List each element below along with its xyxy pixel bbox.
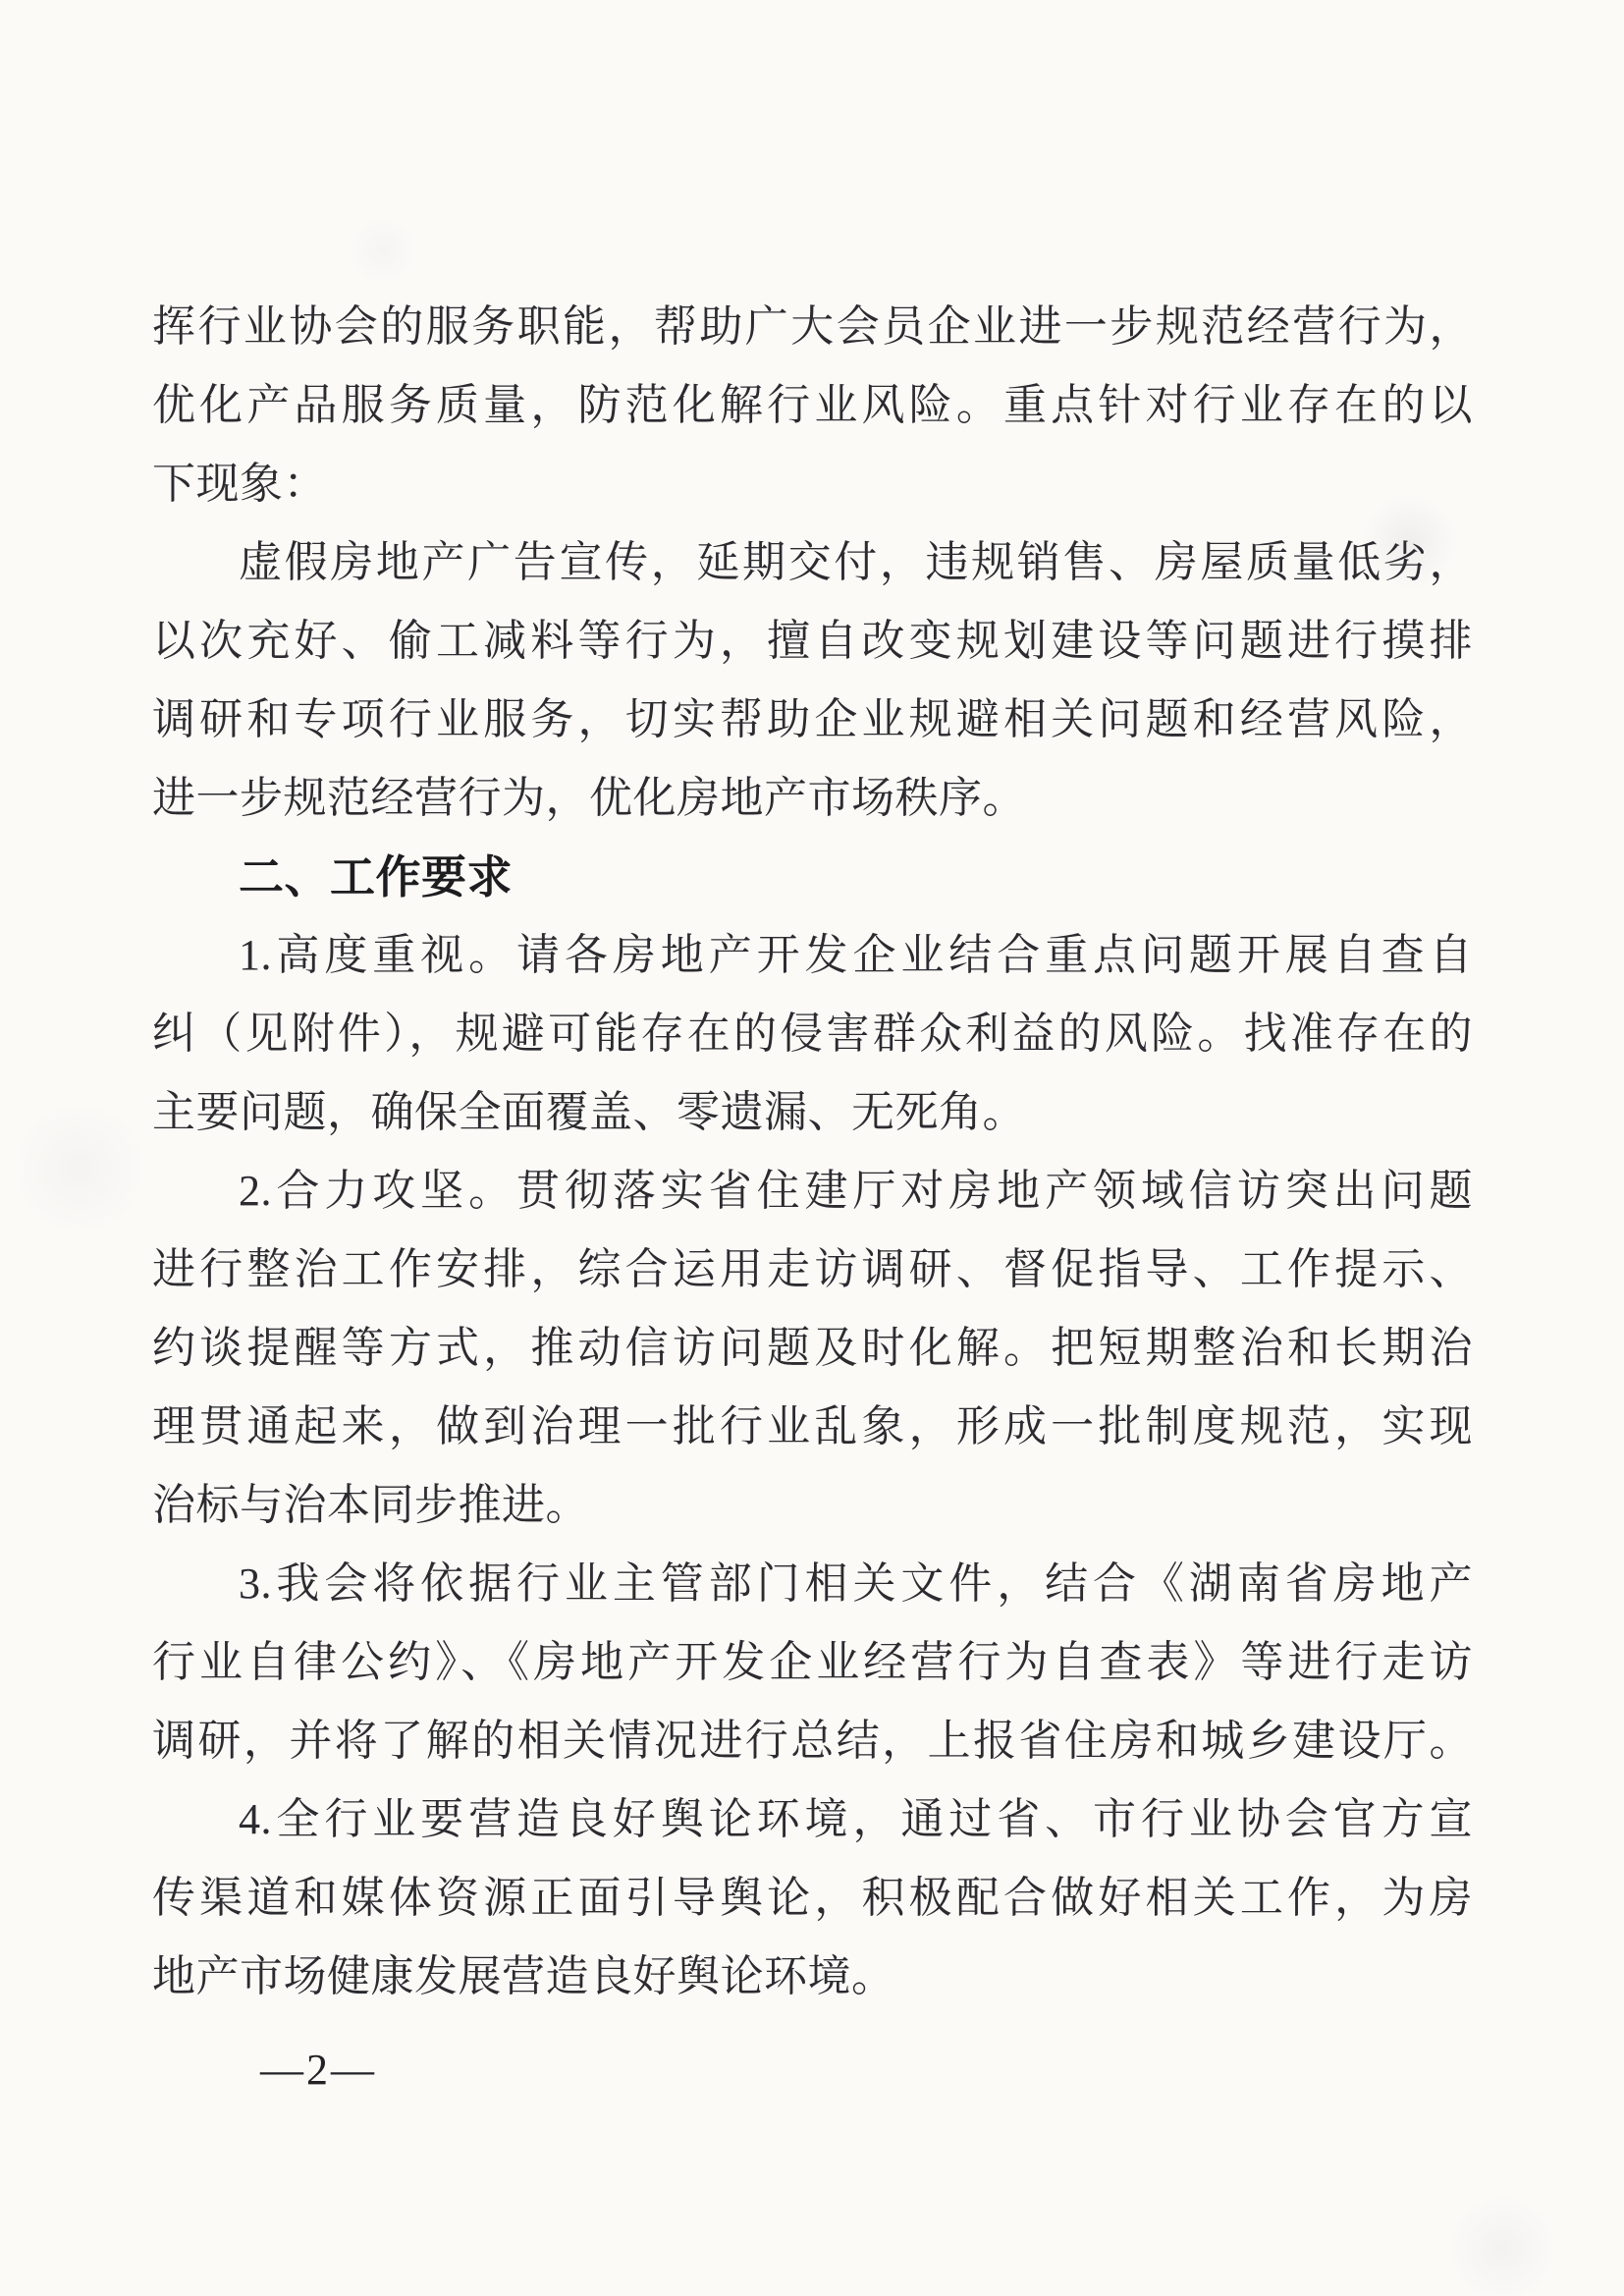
body-line: 进一步规范经营行为，优化房地产市场秩序。 — [152, 774, 1026, 822]
body-line: 1.高度重视。请各房地产开发企业结合重点问题开展自查自 — [239, 931, 1473, 979]
body-line: 约谈提醒等方式，推动信访问题及时化解。把短期整治和长期治 — [152, 1324, 1473, 1372]
body-line: 治标与治本同步推进。 — [152, 1481, 589, 1529]
body-line: 2.合力攻坚。贯彻落实省住建厅对房地产领域信访突出问题 — [239, 1167, 1473, 1215]
body-line: 虚假房地产广告宣传，延期交付，违规销售、房屋质量低劣， — [239, 538, 1473, 586]
body-line: 下现象： — [152, 460, 327, 508]
page-number: —2— — [260, 2046, 377, 2094]
body-line: 4.全行业要营造良好舆论环境，通过省、市行业协会官方宣 — [239, 1795, 1473, 1843]
body-line: 以次充好、偷工减料等行为，擅自改变规划建设等问题进行摸排 — [152, 617, 1473, 665]
body-line: 挥行业协会的服务职能，帮助广大会员企业进一步规范经营行为， — [152, 302, 1473, 351]
body-line: 地产市场健康发展营造良好舆论环境。 — [152, 1952, 895, 2000]
document-body — [152, 288, 1473, 2016]
body-line: 理贯通起来，做到治理一批行业乱象，形成一批制度规范，实现 — [152, 1402, 1473, 1450]
body-line: 优化产品服务质量，防范化解行业风险。重点针对行业存在的以 — [152, 381, 1473, 429]
body-line: 3.我会将依据行业主管部门相关文件，结合《湖南省房地产 — [239, 1559, 1473, 1608]
body-line: 进行整治工作安排，综合运用走访调研、督促指导、工作提示、 — [152, 1245, 1473, 1293]
body-line: 行业自律公约》、《房地产开发企业经营行为自查表》等进行走访 — [152, 1638, 1473, 1686]
section-heading: 二、工作要求 — [239, 851, 513, 902]
body-line: 主要问题，确保全面覆盖、零遗漏、无死角。 — [152, 1088, 1026, 1136]
body-line: 调研，并将了解的相关情况进行总结，上报省住房和城乡建设厅。 — [152, 1717, 1473, 1765]
body-line: 纠（见附件），规避可能存在的侵害群众利益的风险。找准存在的 — [152, 1010, 1473, 1058]
body-line: 调研和专项行业服务，切实帮助企业规避相关问题和经营风险， — [152, 695, 1473, 743]
body-line: 传渠道和媒体资源正面引导舆论，积极配合做好相关工作，为房 — [152, 1874, 1473, 1922]
